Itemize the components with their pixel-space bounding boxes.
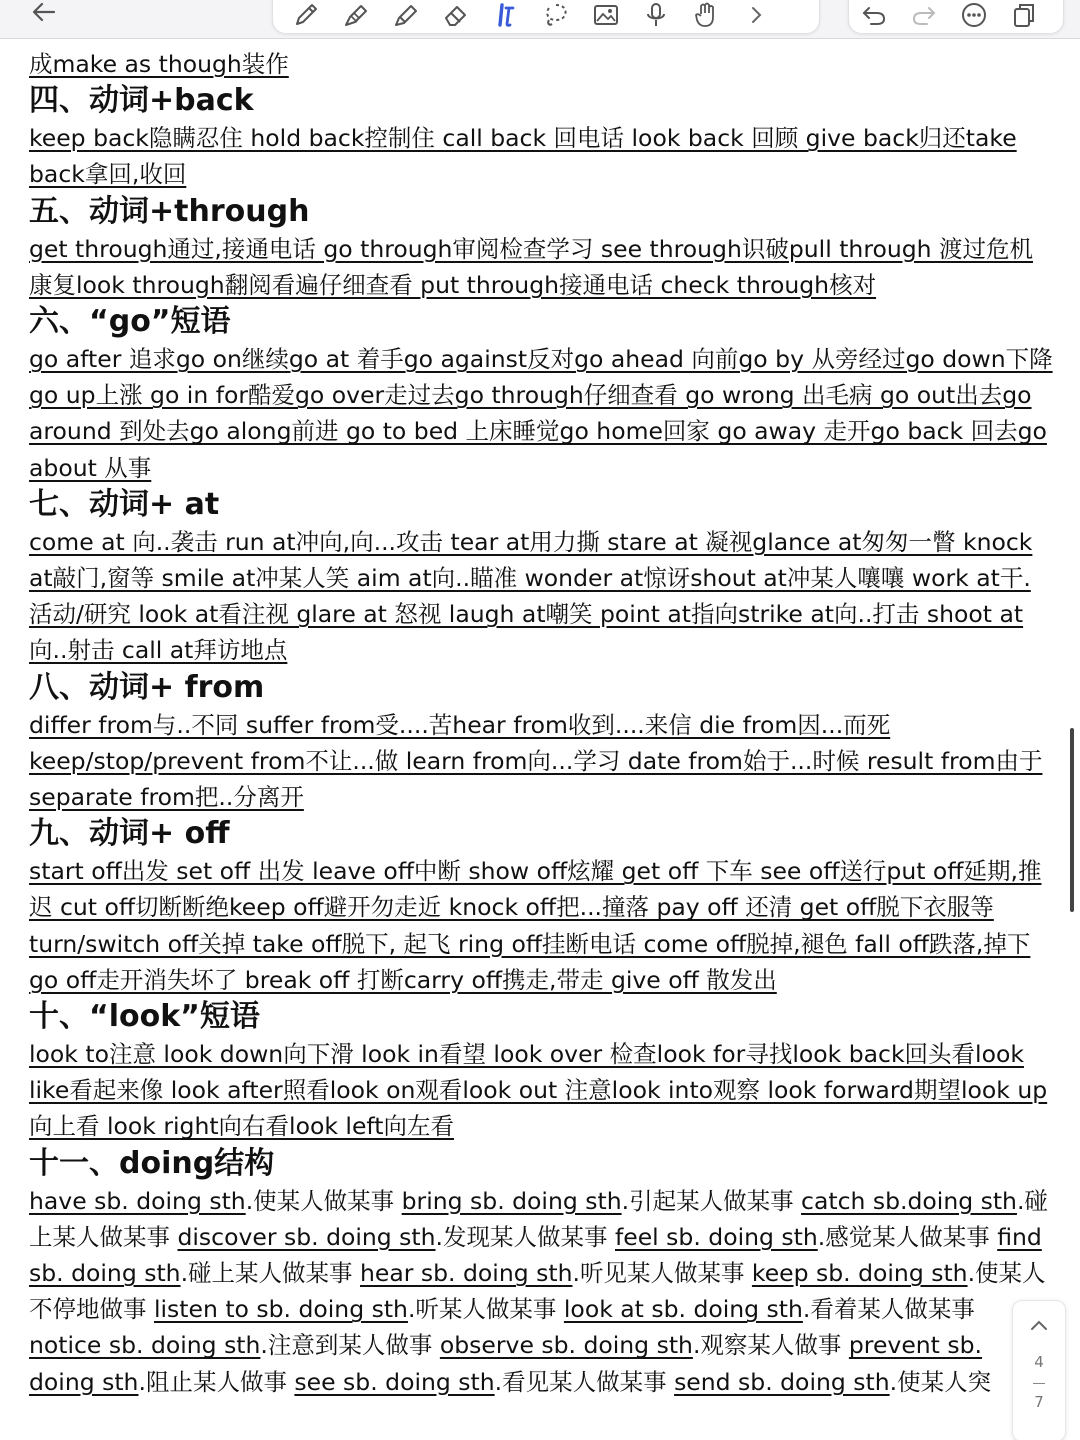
meaning: .使某人做某事 bbox=[245, 1186, 402, 1215]
page-up-button[interactable] bbox=[1013, 1311, 1065, 1341]
scrollbar-thumb[interactable] bbox=[1070, 728, 1074, 912]
current-page-number: 4 bbox=[1034, 1353, 1044, 1371]
document-page[interactable] bbox=[29, 46, 1053, 1400]
meaning: .注意到某人做事 bbox=[260, 1331, 440, 1360]
section-body-from: differ from与..不同 suffer from受....苦hear from收到....来信 die from因...而死keep/stop/prevent from不让...做 learn from向...学习 date from始于...时候 result from由于 separate from把..分离开 bbox=[29, 710, 1043, 812]
total-page-number: 7 bbox=[1034, 1393, 1044, 1411]
phrase: look at sb. doing sth bbox=[563, 1295, 803, 1324]
section-body-through: get through通过,接通电话 go through审阅检查学习 see through识破pull through 渡过危机康复look through翻阅看遍仔细查看 put through接通电话 check through核对 bbox=[29, 234, 1034, 299]
pen-tool-button[interactable] bbox=[281, 0, 331, 35]
phrase: bring sb. doing sth bbox=[401, 1186, 622, 1215]
meaning: .引起某人做某事 bbox=[621, 1186, 802, 1215]
phrase: discover sb. doing sth bbox=[177, 1222, 436, 1251]
section-body-off: start off出发 set off 出发 leave off中断 show off炫耀 get off 下车 see off送行put off延期,推迟 cut off切断断绝keep off避开勿走近 knock off把...撞落 pay off 还清 get off脱下衣服等 turn/switch off关掉 take off脱下, 起飞 ring off挂断电话 come off脱掉,褪色 fall off跌落,掉下go off走开消失坏了 break off 打断carry off携走,带走 give off 散发出 bbox=[29, 857, 1042, 994]
section-title-at: 七、动词+ at bbox=[29, 486, 220, 522]
meaning: .听某人做某事 bbox=[407, 1295, 564, 1324]
meaning: .看见某人做某事 bbox=[494, 1367, 675, 1396]
phrase: see sb. doing sth bbox=[294, 1367, 495, 1396]
section-body-back: keep back隐瞒忍住 hold back控制住 call back 回电话 look back 回顾 give back归还take back拿回,收回 bbox=[29, 124, 1017, 189]
undo-button[interactable] bbox=[849, 0, 899, 35]
section-title-off: 九、动词+ off bbox=[29, 816, 230, 852]
meaning: .看着某人做某事 bbox=[802, 1295, 975, 1324]
meaning: .碰上某人做某事 bbox=[29, 1186, 1048, 1251]
pen-icon bbox=[291, 0, 321, 30]
meaning: .听见某人做某事 bbox=[572, 1259, 752, 1288]
image-insert-button[interactable] bbox=[581, 0, 631, 35]
touch-mode-button[interactable] bbox=[681, 0, 731, 35]
page-navigator bbox=[1012, 1300, 1066, 1440]
section-body-at: come at 向..袭击 run at冲向,向...攻击 tear at用力撕 stare at 凝视glance at匆匆一瞥 knock at敲门,窗等 smile at冲某人笑 aim at向..瞄准 wonder at惊讶shout at冲某人嚷嚷 work at干.活动/研究 look at看注视 glare at 怒视 laugh at嘲笑 point at指向strike at向..打击 shoot at向..射击 call at拜访地点 bbox=[29, 527, 1033, 665]
chevron-right-icon bbox=[741, 0, 771, 30]
more-options-button[interactable] bbox=[949, 0, 999, 35]
voice-record-button[interactable] bbox=[631, 0, 681, 35]
redo-icon bbox=[909, 0, 939, 30]
copy-button[interactable] bbox=[999, 0, 1049, 35]
phrase: send sb. doing sth bbox=[674, 1367, 890, 1396]
meaning: .发现某人做某事 bbox=[435, 1222, 615, 1251]
highlighter-tool-button[interactable] bbox=[331, 0, 381, 35]
redo-button[interactable] bbox=[899, 0, 949, 35]
marker-icon bbox=[391, 0, 421, 30]
section-title-doing: 十一、doing结构 bbox=[29, 1145, 275, 1181]
section-body-look: look to注意 look down向下滑 look in看望 look over 检查look for寻找look back回头看look like看起来像 look after照看look on观看look out 注意look into观察 look forward期望look up向上看 look right向右看look left向左看 bbox=[29, 1040, 1048, 1141]
back-button[interactable] bbox=[18, 0, 70, 30]
eraser-tool-button[interactable] bbox=[431, 0, 481, 35]
lasso-tool-button[interactable] bbox=[531, 0, 581, 35]
text-line-top: 成make as though装作 bbox=[29, 50, 289, 78]
top-toolbar bbox=[0, 0, 1080, 39]
meaning: .观察某人做事 bbox=[692, 1331, 849, 1360]
phrase: catch sb.doing sth bbox=[801, 1186, 1017, 1215]
phrase: prevent sb. doing sth bbox=[29, 1331, 982, 1396]
section-body-doing bbox=[29, 1183, 1053, 1400]
section-title-through: 五、动词+through bbox=[29, 193, 310, 229]
lasso-icon bbox=[541, 0, 571, 30]
highlighter-icon bbox=[341, 0, 371, 30]
text-tool-button[interactable] bbox=[481, 0, 531, 35]
edit-actions-group bbox=[848, 0, 1064, 34]
image-icon bbox=[591, 0, 621, 30]
meaning: .感觉某人做某事 bbox=[817, 1222, 998, 1251]
meaning: .使某人突 bbox=[889, 1367, 992, 1396]
meaning: .阻止某人做事 bbox=[138, 1367, 295, 1396]
hand-touch-icon bbox=[691, 0, 721, 30]
page-separator bbox=[1033, 1383, 1045, 1384]
meaning: .使某人不停地做事 bbox=[29, 1259, 1046, 1324]
section-body-go: go after 追求go on继续go at 着手go against反对go ahead 向前go by 从旁经过go down下降 go up上涨 go in for酷爱go over走过去go through仔细查看 go wrong 出毛病 go out出去go around 到处去go along前进 go to bed 上床睡觉go home回家 go away 走开go back 回去go about 从事 bbox=[29, 345, 1053, 482]
eraser-icon bbox=[441, 0, 471, 30]
phrase: feel sb. doing sth bbox=[614, 1222, 818, 1251]
phrase: find sb. doing sth bbox=[29, 1222, 1042, 1288]
phrase: listen to sb. doing sth bbox=[153, 1295, 408, 1324]
more-tools-button[interactable] bbox=[731, 0, 781, 35]
phrase: observe sb. doing sth bbox=[439, 1331, 693, 1360]
phrase: have sb. doing sth bbox=[29, 1186, 246, 1215]
phrase: keep sb. doing sth bbox=[751, 1259, 968, 1288]
back-arrow-icon bbox=[30, 0, 58, 26]
drawing-tools-group bbox=[272, 0, 820, 34]
section-title-from: 八、动词+ from bbox=[29, 669, 265, 705]
phrase: hear sb. doing sth bbox=[360, 1259, 573, 1288]
meaning: .碰上某人做某事 bbox=[180, 1259, 361, 1288]
copy-icon bbox=[1009, 0, 1039, 30]
section-title-look: 十、“look”短语 bbox=[29, 999, 260, 1035]
section-title-back: 四、动词+back bbox=[29, 83, 254, 119]
phrase: notice sb. doing sth bbox=[29, 1331, 261, 1360]
undo-icon bbox=[859, 0, 889, 30]
text-tool-icon bbox=[491, 0, 521, 30]
section-title-go: 六、“go”短语 bbox=[29, 304, 231, 340]
chevron-up-icon bbox=[1028, 1315, 1050, 1337]
more-icon bbox=[959, 0, 989, 30]
microphone-icon bbox=[641, 0, 671, 30]
marker-tool-button[interactable] bbox=[381, 0, 431, 35]
